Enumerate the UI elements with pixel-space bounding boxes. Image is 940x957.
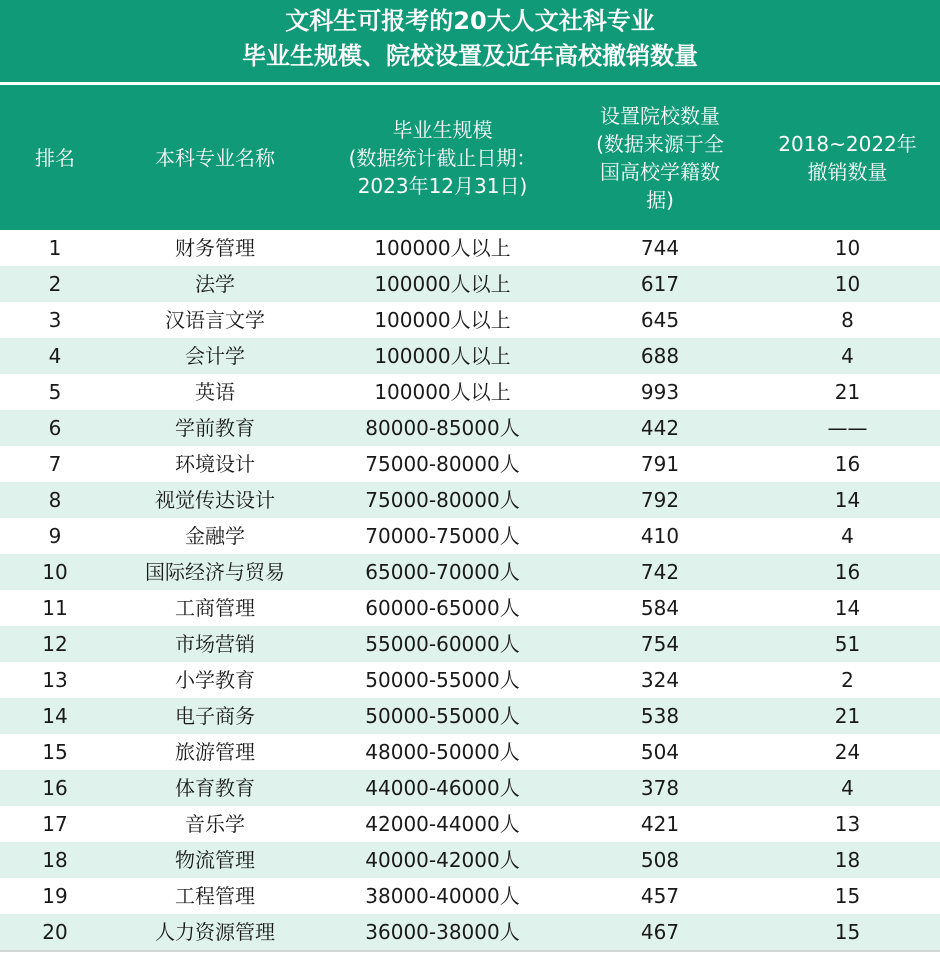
cell-graduates: 80000-85000人 bbox=[365, 416, 520, 440]
cell-graduates: 48000-50000人 bbox=[365, 740, 520, 764]
cell-revoked: 4 bbox=[841, 344, 854, 368]
cell-major: 汉语言文学 bbox=[165, 308, 265, 332]
cell-schools: 744 bbox=[640, 236, 680, 260]
table-row bbox=[0, 410, 940, 446]
cell-rank: 11 bbox=[42, 596, 68, 620]
cell-revoked: 18 bbox=[834, 848, 861, 872]
cell-rank: 9 bbox=[48, 524, 62, 548]
cell-graduates: 75000-80000人 bbox=[365, 452, 520, 476]
cell-rank: 10 bbox=[42, 560, 68, 584]
table-row bbox=[0, 518, 940, 554]
cell-graduates: 100000人以上 bbox=[374, 272, 511, 296]
cell-graduates: 42000-44000人 bbox=[365, 812, 520, 836]
cell-revoked: 16 bbox=[834, 560, 861, 584]
cell-major: 电子商务 bbox=[175, 704, 255, 728]
table-row bbox=[0, 266, 940, 302]
table-row bbox=[0, 374, 940, 410]
cell-revoked: 10 bbox=[834, 272, 861, 296]
cell-graduates: 55000-60000人 bbox=[365, 632, 520, 656]
table-row bbox=[0, 806, 940, 842]
cell-rank: 16 bbox=[42, 776, 68, 800]
cell-graduates: 100000人以上 bbox=[374, 380, 511, 404]
cell-revoked: 4 bbox=[841, 776, 854, 800]
cell-rank: 15 bbox=[42, 740, 68, 764]
cell-rank: 12 bbox=[42, 632, 68, 656]
cell-revoked: 8 bbox=[841, 308, 854, 332]
table-header bbox=[0, 85, 940, 230]
table-row bbox=[0, 590, 940, 626]
cell-revoked: 21 bbox=[834, 704, 861, 728]
cell-major: 旅游管理 bbox=[175, 740, 255, 764]
cell-schools: 792 bbox=[640, 488, 680, 512]
cell-schools: 645 bbox=[640, 308, 680, 332]
cell-schools: 688 bbox=[640, 344, 680, 368]
cell-revoked: 21 bbox=[834, 380, 861, 404]
cell-schools: 457 bbox=[640, 884, 680, 908]
table-title bbox=[0, 0, 940, 82]
cell-rank: 18 bbox=[42, 848, 68, 872]
cell-major: 会计学 bbox=[185, 344, 245, 368]
table-row bbox=[0, 338, 940, 374]
cell-rank: 14 bbox=[42, 704, 68, 728]
cell-revoked: 10 bbox=[834, 236, 861, 260]
cell-schools: 324 bbox=[640, 668, 680, 692]
cell-major: 音乐学 bbox=[185, 812, 245, 836]
cell-major: 英语 bbox=[195, 380, 235, 404]
cell-schools: 508 bbox=[640, 848, 680, 872]
table-row bbox=[0, 230, 940, 266]
cell-revoked: 14 bbox=[834, 488, 861, 512]
table-row bbox=[0, 554, 940, 590]
cell-revoked: 14 bbox=[834, 596, 861, 620]
cell-graduates: 40000-42000人 bbox=[365, 848, 520, 872]
title-line-2: 毕业生规模、院校设置及近年高校撤销数量 bbox=[242, 42, 698, 70]
cell-schools: 617 bbox=[640, 272, 680, 296]
cell-revoked: 24 bbox=[834, 740, 861, 764]
cell-major: 市场营销 bbox=[175, 632, 255, 656]
cell-schools: 584 bbox=[640, 596, 680, 620]
cell-major: 体育教育 bbox=[175, 776, 255, 800]
cell-schools: 467 bbox=[640, 920, 680, 944]
cell-graduates: 100000人以上 bbox=[374, 344, 511, 368]
cell-rank: 7 bbox=[48, 452, 62, 476]
cell-revoked: —— bbox=[827, 416, 868, 440]
header-rank: 排名 bbox=[35, 145, 75, 170]
cell-schools: 421 bbox=[640, 812, 680, 836]
cell-schools: 442 bbox=[640, 416, 680, 440]
header-major: 本科专业名称 bbox=[155, 145, 275, 170]
cell-rank: 4 bbox=[48, 344, 62, 368]
cell-rank: 8 bbox=[48, 488, 62, 512]
cell-schools: 410 bbox=[640, 524, 680, 548]
cell-revoked: 16 bbox=[834, 452, 861, 476]
cell-schools: 993 bbox=[640, 380, 680, 404]
cell-graduates: 65000-70000人 bbox=[365, 560, 520, 584]
cell-major: 法学 bbox=[195, 272, 235, 296]
cell-major: 财务管理 bbox=[175, 236, 255, 260]
cell-graduates: 36000-38000人 bbox=[365, 920, 520, 944]
cell-major: 金融学 bbox=[185, 524, 245, 548]
cell-rank: 20 bbox=[42, 920, 68, 944]
cell-major: 环境设计 bbox=[175, 452, 255, 476]
cell-major: 工程管理 bbox=[175, 884, 255, 908]
header-revoked: 2018~2022年 撤销数量 bbox=[778, 131, 917, 184]
cell-rank: 6 bbox=[48, 416, 62, 440]
header-schools: 设置院校数量 (数据来源于全 国高校学籍数 据) bbox=[596, 103, 724, 212]
cell-revoked: 13 bbox=[834, 812, 861, 836]
cell-major: 国际经济与贸易 bbox=[145, 560, 285, 584]
cell-revoked: 15 bbox=[834, 884, 861, 908]
cell-graduates: 50000-55000人 bbox=[365, 704, 520, 728]
table-row bbox=[0, 770, 940, 806]
cell-rank: 3 bbox=[48, 308, 62, 332]
cell-major: 小学教育 bbox=[175, 668, 255, 692]
table-row bbox=[0, 878, 940, 914]
table-row bbox=[0, 446, 940, 482]
cell-schools: 791 bbox=[640, 452, 680, 476]
cell-revoked: 51 bbox=[834, 632, 861, 656]
cell-rank: 13 bbox=[42, 668, 68, 692]
table-row bbox=[0, 482, 940, 518]
table-row bbox=[0, 662, 940, 698]
cell-schools: 754 bbox=[640, 632, 680, 656]
cell-major: 物流管理 bbox=[175, 848, 255, 872]
cell-graduates: 100000人以上 bbox=[374, 236, 511, 260]
cell-rank: 5 bbox=[48, 380, 62, 404]
table-row bbox=[0, 698, 940, 734]
table-row bbox=[0, 734, 940, 770]
cell-schools: 504 bbox=[640, 740, 680, 764]
table-row bbox=[0, 914, 940, 950]
cell-rank: 1 bbox=[48, 236, 62, 260]
cell-major: 学前教育 bbox=[175, 416, 255, 440]
cell-schools: 378 bbox=[640, 776, 680, 800]
cell-rank: 2 bbox=[48, 272, 62, 296]
cell-revoked: 15 bbox=[834, 920, 861, 944]
cell-major: 人力资源管理 bbox=[155, 920, 275, 944]
header-graduates: 毕业生规模 (数据统计截止日期： 2023年12月31日) bbox=[348, 117, 537, 198]
cell-major: 视觉传达设计 bbox=[155, 488, 275, 512]
cell-revoked: 4 bbox=[841, 524, 854, 548]
table-body bbox=[0, 230, 940, 950]
cell-revoked: 2 bbox=[841, 668, 854, 692]
cell-rank: 19 bbox=[42, 884, 68, 908]
cell-graduates: 44000-46000人 bbox=[365, 776, 520, 800]
table-row bbox=[0, 842, 940, 878]
cell-rank: 17 bbox=[42, 812, 68, 836]
cell-graduates: 60000-65000人 bbox=[365, 596, 520, 620]
cell-schools: 538 bbox=[640, 704, 680, 728]
table-row bbox=[0, 626, 940, 662]
cell-graduates: 75000-80000人 bbox=[365, 488, 520, 512]
cell-schools: 742 bbox=[640, 560, 680, 584]
cell-graduates: 100000人以上 bbox=[374, 308, 511, 332]
cell-graduates: 38000-40000人 bbox=[365, 884, 520, 908]
cell-graduates: 50000-55000人 bbox=[365, 668, 520, 692]
cell-graduates: 70000-75000人 bbox=[365, 524, 520, 548]
title-line-1: 文科生可报考的20大人文社科专业 bbox=[285, 7, 655, 35]
cell-major: 工商管理 bbox=[175, 596, 255, 620]
table-row bbox=[0, 302, 940, 338]
table-bottom-border bbox=[0, 950, 940, 952]
